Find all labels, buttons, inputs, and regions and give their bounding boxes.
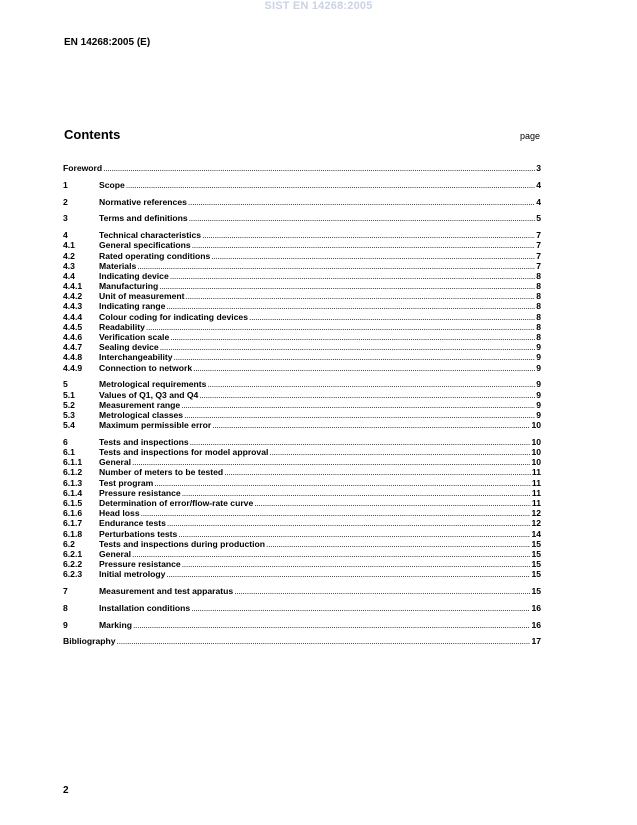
toc-page-number: 11 <box>531 477 541 488</box>
toc-section-number: 6.1.6 <box>63 508 83 519</box>
toc-section-title: General <box>99 548 132 559</box>
toc-section-number: 6.1 <box>63 447 75 458</box>
toc-section-number: 6.1.1 <box>63 457 83 468</box>
toc-page-number: 15 <box>531 538 541 549</box>
toc-page-number: 15 <box>531 548 541 559</box>
toc-entry[interactable] <box>63 197 541 207</box>
toc-dot-leader <box>159 281 535 291</box>
toc-page-number: 16 <box>531 602 541 613</box>
toc-section-number: 5.4 <box>63 420 75 431</box>
toc-page-number: 5 <box>536 213 541 224</box>
toc-entry[interactable] <box>63 240 541 250</box>
toc-entry[interactable] <box>63 529 541 539</box>
toc-page-number: 15 <box>531 569 541 580</box>
toc-section-title: Metrological requirements <box>99 379 207 390</box>
toc-section-number: 6.2.3 <box>63 569 83 580</box>
toc-page-number: 9 <box>536 352 541 363</box>
toc-section-title: Normative references <box>99 196 187 207</box>
toc-section-title: Measurement and test apparatus <box>99 586 234 597</box>
toc-dot-leader <box>191 603 530 613</box>
toc-dot-leader <box>132 549 530 559</box>
toc-section-title: Installation conditions <box>99 602 191 613</box>
toc-section-title: Pressure resistance <box>99 559 181 570</box>
toc-section-number: 7 <box>63 586 68 597</box>
toc-entry[interactable] <box>63 352 541 362</box>
toc-dot-leader <box>192 240 536 250</box>
toc-dot-leader <box>207 379 535 389</box>
toc-section-number: 6.2.2 <box>63 559 83 570</box>
toc-section-title: Rated operating conditions <box>99 250 211 261</box>
toc-section-title: Interchangeability <box>99 352 173 363</box>
toc-page-number: 8 <box>536 301 541 312</box>
toc-section-number: 6.1.4 <box>63 487 83 498</box>
toc-section-title: Values of Q1, Q3 and Q4 <box>99 389 199 400</box>
toc-section-number: 4 <box>63 230 68 241</box>
toc-section-title: Number of meters to be tested <box>99 467 224 478</box>
toc-page-number: 9 <box>536 342 541 353</box>
toc-section-title: Determination of error/flow-rate curve <box>99 498 254 508</box>
toc-dot-leader <box>182 488 531 498</box>
toc-section-number: 9 <box>63 619 68 630</box>
toc-section-title: Endurance tests <box>99 518 166 529</box>
toc-dot-leader <box>234 586 530 596</box>
toc-section-title: Readability <box>99 321 145 332</box>
toc-dot-leader <box>188 197 535 207</box>
toc-section-number: 4.4.4 <box>63 311 83 322</box>
toc-page-number: 17 <box>531 636 541 647</box>
toc-section-number: 4.4.6 <box>63 332 83 342</box>
table-of-contents <box>63 163 541 647</box>
document-id: EN 14268:2005 (E) <box>64 37 151 48</box>
toc-page-number: 15 <box>531 586 541 597</box>
toc-page-number: 3 <box>536 163 541 173</box>
toc-section-title: Technical characteristics <box>99 230 202 241</box>
toc-entry[interactable] <box>63 312 541 322</box>
toc-section-number: 1 <box>63 179 68 190</box>
toc-dot-leader <box>160 342 536 352</box>
toc-section-title: Tests and inspections during production <box>99 538 265 549</box>
toc-entry[interactable] <box>63 478 541 488</box>
toc-section-number: 8 <box>63 602 68 613</box>
toc-section-title: Unit of measurement <box>99 291 185 302</box>
toc-page-number: 7 <box>536 250 541 261</box>
toc-section-number: 4.4.9 <box>63 362 83 373</box>
toc-entry[interactable] <box>63 498 541 508</box>
toc-section-number: 3 <box>63 213 68 224</box>
toc-section-number: 2 <box>63 196 68 207</box>
toc-entry[interactable] <box>63 437 541 447</box>
toc-section-number: 4.4.5 <box>63 321 83 332</box>
toc-dot-leader <box>184 410 535 420</box>
toc-page-number: 11 <box>531 498 541 508</box>
toc-page-number: 10 <box>531 420 541 431</box>
toc-page-number: 4 <box>536 179 541 190</box>
toc-dot-leader <box>117 636 531 646</box>
toc-page-number: 7 <box>536 230 541 241</box>
toc-page-number: 8 <box>536 270 541 281</box>
toc-dot-leader <box>178 529 530 539</box>
toc-section-title: Foreword <box>63 163 103 173</box>
toc-section-number: 4.4.3 <box>63 301 83 312</box>
toc-page-number: 11 <box>531 487 541 498</box>
toc-section-title: Pressure resistance <box>99 487 181 498</box>
toc-page-number: 11 <box>531 467 541 478</box>
toc-section-title: Tests and inspections <box>99 436 189 447</box>
toc-section-number: 5 <box>63 379 68 390</box>
toc-dot-leader <box>126 180 535 190</box>
toc-page-number: 7 <box>536 240 541 251</box>
toc-section-number: 6.1.5 <box>63 498 83 508</box>
toc-entry[interactable] <box>63 332 541 342</box>
toc-dot-leader <box>174 352 536 362</box>
toc-section-number: 4.4.2 <box>63 291 83 302</box>
toc-entry[interactable] <box>63 251 541 261</box>
toc-dot-leader <box>154 478 531 488</box>
toc-dot-leader <box>266 539 530 549</box>
toc-section-number: 6.1.3 <box>63 477 83 488</box>
toc-entry[interactable] <box>63 301 541 311</box>
toc-entry[interactable] <box>63 467 541 477</box>
toc-section-number: 5.1 <box>63 389 75 400</box>
toc-dot-leader <box>137 261 535 271</box>
toc-page-number: 4 <box>536 196 541 207</box>
toc-dot-leader <box>199 390 535 400</box>
toc-section-number: 6.2 <box>63 538 75 549</box>
toc-entry[interactable] <box>63 291 541 301</box>
toc-dot-leader <box>193 363 535 373</box>
toc-entry[interactable] <box>63 271 541 281</box>
toc-section-title: Bibliography <box>63 636 116 647</box>
toc-entry[interactable] <box>63 488 541 498</box>
toc-entry[interactable] <box>63 518 541 528</box>
toc-section-title: Head loss <box>99 508 140 519</box>
toc-entry[interactable] <box>63 281 541 291</box>
toc-page-number: 10 <box>531 457 541 468</box>
toc-section-number: 4.4.8 <box>63 352 83 363</box>
toc-section-number: 6.1.7 <box>63 518 83 529</box>
toc-page-number: 9 <box>536 379 541 390</box>
toc-dot-leader <box>167 518 531 528</box>
toc-entry[interactable] <box>63 420 541 430</box>
toc-section-title: Perturbations tests <box>99 528 178 539</box>
toc-dot-leader <box>202 230 535 240</box>
toc-dot-leader <box>254 498 531 508</box>
toc-entry[interactable] <box>63 322 541 332</box>
toc-entry[interactable] <box>63 163 541 173</box>
toc-entry[interactable] <box>63 636 541 646</box>
toc-page-number: 9 <box>536 389 541 400</box>
page-column-label: page <box>519 131 540 141</box>
toc-section-number: 6.1.2 <box>63 467 83 478</box>
toc-section-number: 4.3 <box>63 260 75 271</box>
toc-entry[interactable] <box>63 586 541 596</box>
toc-page-number: 12 <box>531 518 541 529</box>
toc-dot-leader <box>141 508 531 518</box>
toc-page-number: 8 <box>536 291 541 302</box>
toc-section-title: Maximum permissible error <box>99 420 212 431</box>
toc-dot-leader <box>132 457 530 467</box>
contents-heading: Contents <box>64 127 121 142</box>
toc-entry[interactable] <box>63 603 541 613</box>
toc-entry[interactable] <box>63 539 541 549</box>
toc-page-number: 7 <box>536 260 541 271</box>
toc-section-title: Indicating device <box>99 270 169 281</box>
toc-section-title: Measurement range <box>99 399 181 410</box>
toc-dot-leader <box>189 213 536 223</box>
toc-section-title: Verification scale <box>99 332 170 342</box>
toc-page-number: 8 <box>536 311 541 322</box>
toc-section-title: Colour coding for indicating devices <box>99 311 248 322</box>
toc-section-title: Test program <box>99 477 154 488</box>
toc-dot-leader <box>170 332 535 342</box>
toc-entry[interactable] <box>63 549 541 559</box>
toc-section-number: 5.3 <box>63 409 75 420</box>
toc-section-title: Terms and definitions <box>99 213 188 224</box>
toc-section-title: Marking <box>99 619 132 630</box>
toc-section-title: Materials <box>99 260 137 271</box>
toc-page-number: 12 <box>531 508 541 519</box>
toc-page-number: 8 <box>536 321 541 332</box>
toc-entry[interactable] <box>63 400 541 410</box>
toc-section-number: 6 <box>63 436 68 447</box>
toc-section-title: Connection to network <box>99 362 193 373</box>
toc-page-number: 14 <box>531 528 541 539</box>
toc-dot-leader <box>146 322 535 332</box>
toc-page-number: 9 <box>536 362 541 373</box>
toc-section-title: Sealing device <box>99 342 159 353</box>
toc-entry[interactable] <box>63 342 541 352</box>
toc-dot-leader <box>212 420 530 430</box>
toc-dot-leader <box>249 312 535 322</box>
toc-entry[interactable] <box>63 569 541 579</box>
toc-dot-leader <box>103 163 535 173</box>
toc-page-number: 16 <box>531 619 541 630</box>
toc-section-number: 6.1.8 <box>63 528 83 539</box>
toc-dot-leader <box>182 559 531 569</box>
toc-dot-leader <box>181 400 535 410</box>
page-number: 2 <box>63 785 69 796</box>
toc-dot-leader <box>133 620 530 630</box>
toc-section-number: 4.4 <box>63 270 75 281</box>
toc-entry[interactable] <box>63 410 541 420</box>
toc-section-number: 4.1 <box>63 240 75 251</box>
toc-entry[interactable] <box>63 180 541 190</box>
toc-dot-leader <box>185 291 535 301</box>
toc-entry[interactable] <box>63 559 541 569</box>
toc-page-number: 10 <box>531 436 541 447</box>
toc-section-title: Scope <box>99 179 125 190</box>
toc-section-title: Indicating range <box>99 301 166 312</box>
toc-entry[interactable] <box>63 390 541 400</box>
toc-page-number: 9 <box>536 399 541 410</box>
toc-section-number: 4.4.1 <box>63 281 83 292</box>
toc-section-title: Initial metrology <box>99 569 166 580</box>
watermark: SIST EN 14268:2005 <box>264 0 373 12</box>
toc-dot-leader <box>166 301 535 311</box>
toc-page-number: 8 <box>536 332 541 342</box>
toc-dot-leader <box>190 437 531 447</box>
toc-page-number: 15 <box>531 559 541 570</box>
toc-section-title: General <box>99 457 132 468</box>
toc-section-title: Manufacturing <box>99 281 159 292</box>
toc-dot-leader <box>211 251 535 261</box>
toc-entry[interactable] <box>63 379 541 389</box>
toc-entry[interactable] <box>63 213 541 223</box>
toc-entry[interactable] <box>63 508 541 518</box>
toc-dot-leader <box>170 271 535 281</box>
toc-section-title: Tests and inspections for model approval <box>99 447 269 458</box>
toc-entry[interactable] <box>63 363 541 373</box>
toc-entry[interactable] <box>63 230 541 240</box>
toc-entry[interactable] <box>63 457 541 467</box>
toc-section-number: 4.4.7 <box>63 342 83 353</box>
toc-entry[interactable] <box>63 620 541 630</box>
toc-section-number: 5.2 <box>63 399 75 410</box>
toc-entry[interactable] <box>63 261 541 271</box>
toc-dot-leader <box>166 569 530 579</box>
toc-section-number: 4.2 <box>63 250 75 261</box>
toc-section-title: General specifications <box>99 240 191 251</box>
toc-dot-leader <box>224 467 531 477</box>
toc-dot-leader <box>269 447 530 457</box>
toc-page-number: 8 <box>536 281 541 292</box>
toc-page-number: 9 <box>536 409 541 420</box>
toc-section-title: Metrological classes <box>99 409 184 420</box>
toc-section-number: 6.2.1 <box>63 548 83 559</box>
toc-entry[interactable] <box>63 447 541 457</box>
toc-page-number: 10 <box>531 447 541 458</box>
